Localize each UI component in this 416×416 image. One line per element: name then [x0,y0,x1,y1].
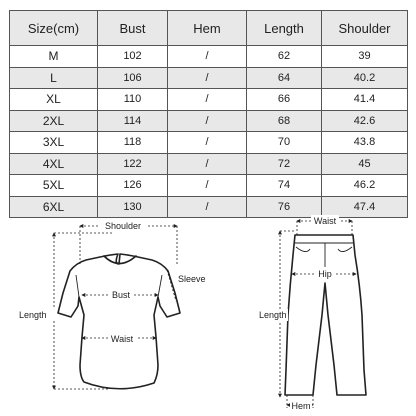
hip-label: Hip [318,269,332,279]
cell-bust: 130 [98,196,168,218]
pants-pocket-right [338,247,352,252]
table-header-row [10,11,408,46]
header-shoulder: Shoulder [322,11,408,46]
cell-hem: / [168,46,247,68]
cell-length: 62 [247,46,322,68]
cell-size: 5XL [10,175,98,197]
cell-shoulder: 42.6 [322,110,408,132]
sleeve-label: Sleeve [178,274,206,284]
cell-hem: / [168,175,247,197]
table-row [10,175,408,197]
table-row [10,110,408,132]
shirt-length-label: Length [19,310,47,320]
cell-bust: 118 [98,132,168,154]
table-row [10,46,408,68]
cell-hem: / [168,89,247,111]
bust-label: Bust [111,290,131,300]
cell-bust: 122 [98,153,168,175]
table-row [10,67,408,89]
hem-label: Hem [291,401,311,411]
table-row [10,132,408,154]
tshirt-sleeve-seam-right [158,275,162,297]
tshirt-outline [58,254,180,389]
cell-length: 66 [247,89,322,111]
cell-size: M [10,46,98,68]
table-row [10,153,408,175]
cell-shoulder: 47.4 [322,196,408,218]
cell-hem: / [168,196,247,218]
pants-pocket-left [296,247,310,252]
cell-shoulder: 45 [322,153,408,175]
header-length: Length [247,11,322,46]
pants-diagram [258,215,366,411]
cell-length: 64 [247,67,322,89]
cell-size: XL [10,89,98,111]
cell-hem: / [168,67,247,89]
cell-shoulder: 41.4 [322,89,408,111]
cell-size: 3XL [10,132,98,154]
cell-hem: / [168,132,247,154]
cell-size: 6XL [10,196,98,218]
cell-size: 2XL [10,110,98,132]
cell-shoulder: 39 [322,46,408,68]
header-hem: Hem [168,11,247,46]
tshirt-diagram [19,219,206,389]
cell-bust: 114 [98,110,168,132]
cell-bust: 106 [98,67,168,89]
cell-shoulder: 40.2 [322,67,408,89]
cell-length: 70 [247,132,322,154]
pants-outline [285,235,366,395]
cell-bust: 110 [98,89,168,111]
cell-bust: 126 [98,175,168,197]
cell-length: 76 [247,196,322,218]
cell-length: 74 [247,175,322,197]
table-row [10,89,408,111]
shirt-waist-label: Waist [110,334,134,344]
cell-length: 72 [247,153,322,175]
cell-hem: / [168,110,247,132]
cell-size: 4XL [10,153,98,175]
cell-length: 68 [247,110,322,132]
cell-shoulder: 43.8 [322,132,408,154]
pants-length-label: Length [259,310,287,320]
header-size: Size(cm) [10,11,98,46]
cell-size: L [10,67,98,89]
measurement-diagrams [0,205,416,416]
cell-shoulder: 46.2 [322,175,408,197]
pants-waist-label: Waist [313,216,337,226]
shoulder-label: Shoulder [104,221,142,231]
header-bust: Bust [98,11,168,46]
cell-hem: / [168,153,247,175]
cell-bust: 102 [98,46,168,68]
size-chart-table [9,10,408,218]
tshirt-sleeve-seam-left [76,275,79,297]
